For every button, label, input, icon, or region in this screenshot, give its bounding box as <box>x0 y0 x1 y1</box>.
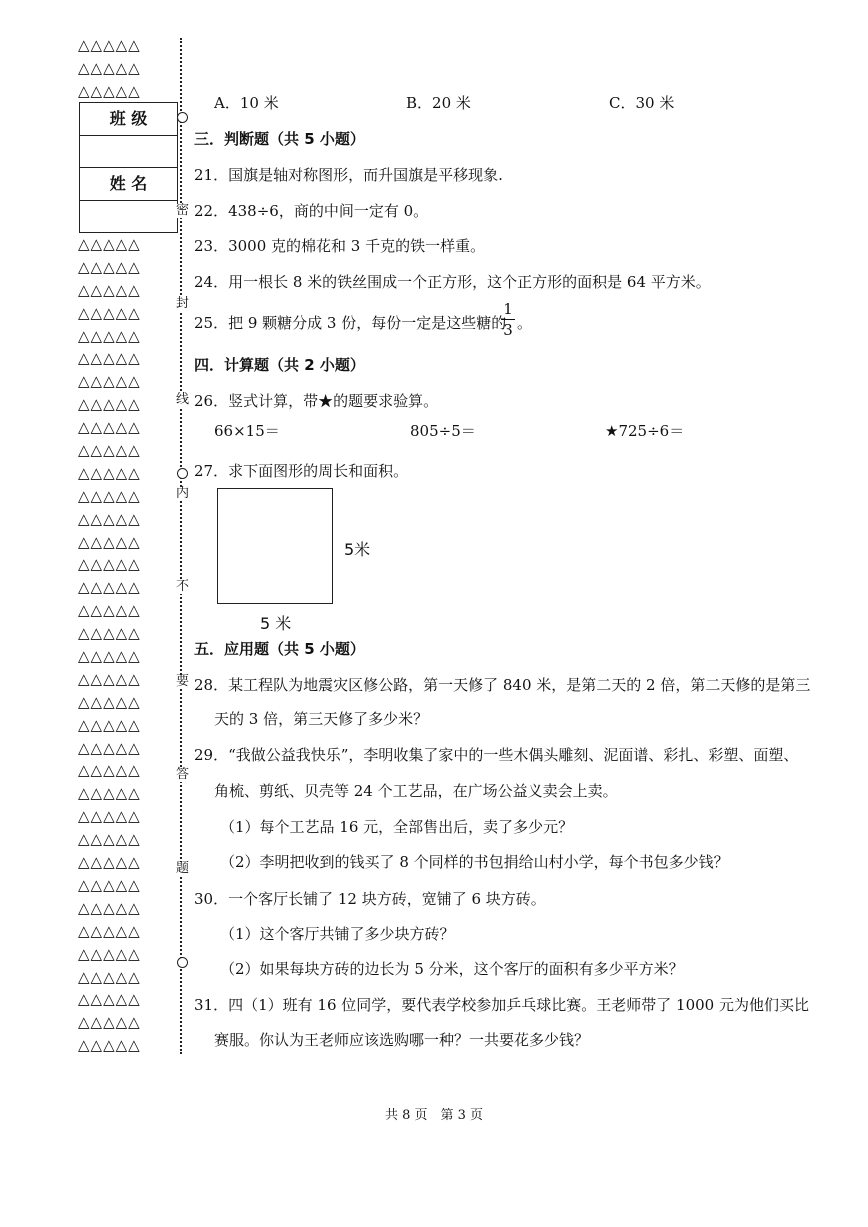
question-27: 27．求下面图形的周长和面积。 <box>194 462 409 480</box>
triangle-row: △△△△△ <box>78 555 141 574</box>
triangle-row: △△△△△ <box>78 463 141 482</box>
question-28-line-1: 28．某工程队为地震灾区修公路，第一天修了 840 米，是第二天的 2 倍，第二天修的是第三 <box>194 676 811 694</box>
question-31-line-2: 赛服。你认为王老师应该选购哪一种？一共要花多少钱？ <box>214 1031 590 1049</box>
question-25: 25．把 9 颗糖分成 3 份，每份一定是这些糖的 <box>194 314 507 332</box>
triangle-row: △△△△△ <box>78 830 141 849</box>
triangle-row: △△△△△ <box>78 921 141 940</box>
side-length-label: 5米 <box>344 540 371 559</box>
calc-item-3: ★725÷6＝ <box>605 422 685 440</box>
fraction-one-third <box>501 300 515 339</box>
seal-char: 题 <box>176 861 190 876</box>
triangle-row: △△△△△ <box>78 875 141 894</box>
class-label: 班 级 <box>80 103 177 136</box>
triangle-row: △△△△△ <box>78 372 141 391</box>
triangle-row: △△△△△ <box>78 395 141 414</box>
square-figure <box>217 488 333 604</box>
question-25-end: 。 <box>517 314 533 332</box>
binding-hole-circle <box>177 957 188 968</box>
bottom-length-label: 5 米 <box>260 614 292 633</box>
fraction-denominator: 3 <box>503 321 513 339</box>
calc-item-2: 805÷5＝ <box>410 422 476 440</box>
question-26: 26．竖式计算，带★的题要求验算。 <box>194 392 439 410</box>
triangle-row: △△△△△ <box>78 898 141 917</box>
question-30-sub-2: （2）如果每块方砖的边长为 5 分米，这个客厅的面积有多少平方米？ <box>220 960 684 978</box>
triangle-row: △△△△△ <box>78 601 141 620</box>
seal-char: 线 <box>176 392 190 407</box>
question-30-sub-1: （1）这个客厅共铺了多少块方砖？ <box>220 925 455 943</box>
triangle-row: △△△△△ <box>78 58 141 77</box>
triangle-row: △△△△△ <box>78 36 141 54</box>
triangle-row: △△△△△ <box>78 944 141 963</box>
section-title: 五．应用题（共 5 小题） <box>194 640 365 658</box>
name-label: 姓 名 <box>80 168 177 201</box>
option-c: C．30 米 <box>609 94 675 112</box>
seal-char: 内 <box>176 486 190 501</box>
seal-char: 不 <box>176 579 190 594</box>
triangle-row: △△△△△ <box>78 486 141 505</box>
triangle-row: △△△△△ <box>78 990 141 1009</box>
question-23: 23．3000 克的棉花和 3 千克的铁一样重。 <box>194 237 486 255</box>
triangle-row: △△△△△ <box>78 349 141 368</box>
triangle-row: △△△△△ <box>78 1013 141 1032</box>
triangle-row: △△△△△ <box>78 807 141 826</box>
triangle-row: △△△△△ <box>78 257 141 276</box>
question-30: 30．一个客厅长铺了 12 块方砖，宽铺了 6 块方砖。 <box>194 890 546 908</box>
triangle-row: △△△△△ <box>78 418 141 437</box>
triangle-row: △△△△△ <box>78 509 141 528</box>
question-22: 22．438÷6，商的中间一定有 0。 <box>194 202 429 220</box>
triangle-row: △△△△△ <box>78 624 141 643</box>
triangle-row: △△△△△ <box>78 441 141 460</box>
section-title: 四．计算题（共 2 小题） <box>194 356 365 374</box>
triangle-row: △△△△△ <box>78 738 141 757</box>
calc-item-1: 66×15＝ <box>214 422 280 440</box>
triangle-row: △△△△△ <box>78 235 141 253</box>
triangle-row: △△△△△ <box>78 326 141 345</box>
triangle-row: △△△△△ <box>78 967 141 986</box>
binding-dotted-line <box>180 38 182 1054</box>
binding-hole-circle <box>177 112 188 123</box>
triangle-row: △△△△△ <box>78 784 141 803</box>
fraction-bar <box>501 319 515 320</box>
name-field[interactable] <box>80 201 177 234</box>
triangle-row: △△△△△ <box>78 578 141 597</box>
student-info-box <box>79 102 178 233</box>
triangle-row: △△△△△ <box>78 761 141 780</box>
option-a: A．10 米 <box>214 94 279 112</box>
triangle-block-top <box>78 34 170 103</box>
triangle-row: △△△△△ <box>78 1036 141 1055</box>
triangle-row: △△△△△ <box>78 303 141 322</box>
question-31-line-1: 31．四（1）班有 16 位同学，要代表学校参加乒乓球比赛。王老师带了 1000 元为他们买比 <box>194 996 809 1014</box>
triangle-row: △△△△△ <box>78 647 141 666</box>
seal-char: 要 <box>176 674 190 689</box>
binding-hole-circle <box>177 468 188 479</box>
question-29-line-2: 角梳、剪纸、贝壳等 24 个工艺品，在广场公益义卖会上卖。 <box>214 782 618 800</box>
triangle-block-bottom <box>78 233 170 1057</box>
fraction-numerator: 1 <box>503 300 513 318</box>
page-footer: 共 8 页 第 3 页 <box>384 1108 484 1123</box>
question-29-sub-2: （2）李明把收到的钱买了 8 个同样的书包捐给山村小学，每个书包多少钱？ <box>220 853 729 871</box>
triangle-row: △△△△△ <box>78 81 141 100</box>
triangle-row: △△△△△ <box>78 853 141 872</box>
question-29-sub-1: （1）每个工艺品 16 元，全部售出后，卖了多少元？ <box>220 818 574 836</box>
seal-char: 答 <box>176 767 190 782</box>
question-21: 21．国旗是轴对称图形，而升国旗是平移现象. <box>194 166 503 184</box>
triangle-row: △△△△△ <box>78 280 141 299</box>
class-field[interactable] <box>80 136 177 169</box>
triangle-row: △△△△△ <box>78 692 141 711</box>
question-29-line-1: 29．“我做公益我快乐”，李明收集了家中的一些木偶头雕刻、泥面谱、彩扎、彩塑、面塑、 <box>194 746 799 764</box>
option-b: B．20 米 <box>406 94 471 112</box>
seal-char: 封 <box>176 296 190 311</box>
section-title: 三．判断题（共 5 小题） <box>194 130 365 148</box>
question-28-line-2: 天的 3 倍，第三天修了多少米？ <box>214 710 429 728</box>
question-24: 24．用一根长 8 米的铁丝围成一个正方形，这个正方形的面积是 64 平方米。 <box>194 273 711 291</box>
triangle-row: △△△△△ <box>78 669 141 688</box>
triangle-row: △△△△△ <box>78 532 141 551</box>
seal-char: 密 <box>176 203 190 218</box>
triangle-row: △△△△△ <box>78 715 141 734</box>
